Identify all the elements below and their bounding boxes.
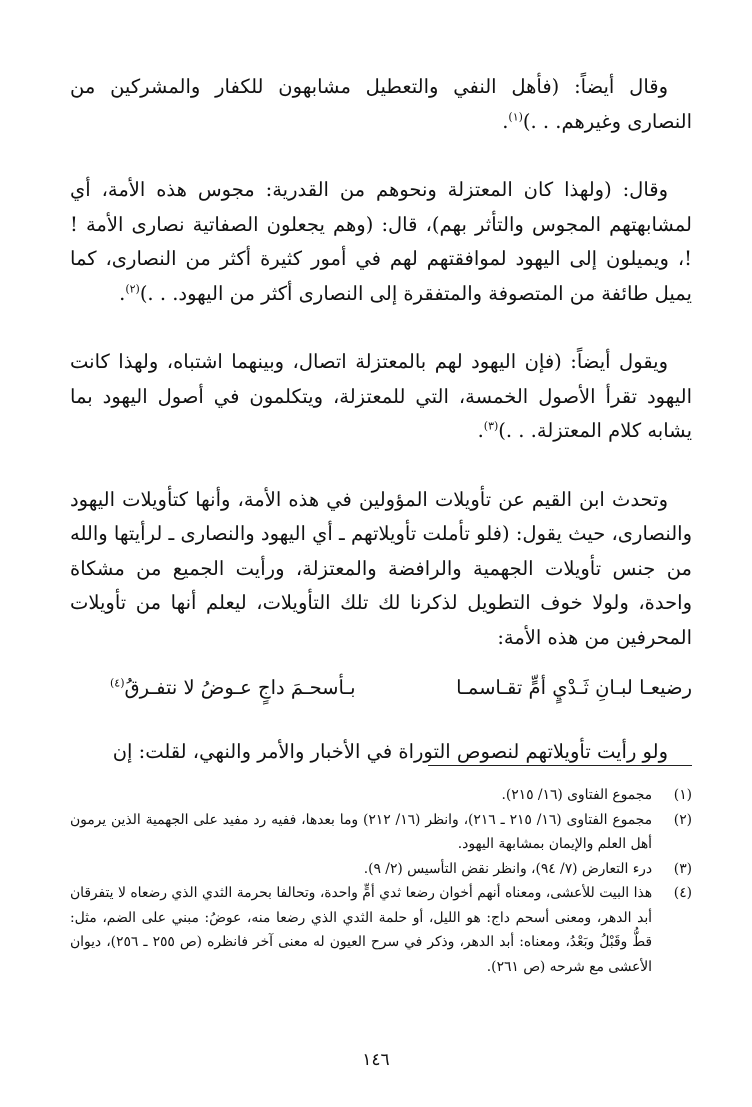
footnote-text: هذا البيت للأعشى، ومعناه أنهم أخوان رضعا ثدي أمٍّ واحدة، وتحالفا بحرمة الثدي الذي رضعاه لا يتفرقان أبد الدهر، ومعنى أسحم داج: هو الليل، أو حلمة الثدي الذي رضعا منه، عوضُ: مبني على الضم، مثل: قطُّ وقَبْلُ وبَعْدُ، ومعناه: أبد الدهر، وذكر في سرح العيون له معنى آخر فانظره (ص ٢٥٥ ـ ٢٥٦)، ديوان الأعشى مع شرحه (ص ٢٦١). <box>70 885 652 975</box>
paragraph-3-text: ويقول أيضاً: (فإن اليهود لهم بالمعتزلة اتصال، وبينهما اشتباه، ولهذا كانت اليهود تقرأ الأصول الخمسة، التي للمعتزلة، ويتكلمون في أصول اليهود بما يشابه كلام المعتزلة. . .) <box>70 350 692 442</box>
footnote-text: مجموع الفتاوى (١٦/ ٢١٥ ـ ٢١٦)، وانظر (١٦/ ٢١٢) وما بعدها، ففيه رد مفيد على الجهمية الذين يرمون أهل العلم والإيمان بمشابهة اليهود. <box>70 811 652 852</box>
paragraph-4-text: وتحدث ابن القيم عن تأويلات المؤولين في هذه الأمة، وأنها كتأويلات اليهود والنصارى، حيث يقول: (فلو تأملت تأويلاتهم ـ أي اليهود والنصارى ـ لرأيتها والله من جنس تأويلات الجهمية والرافضة والمعتزلة، ورأيت الجميع من مشكاة واحدة، ولولا خوف التطويل لذكرنا لك تلك التأويلات، ليعلم أنها من تأويلات المحرفين من هذه الأمة: <box>70 487 692 649</box>
poem-hemistich-1: رضيعـا لبـانِ ثَـدْيٍ أمٍّ تقـاسمـا <box>456 676 692 699</box>
footnote-2 <box>70 808 692 857</box>
footnote-text: درء التعارض (٧/ ٩٤)، وانظر نقض التأسيس (٢/ ٩). <box>363 860 652 877</box>
paragraph-4 <box>70 483 692 656</box>
paragraph-3-tail: . <box>477 419 484 442</box>
poem-verse <box>70 671 692 705</box>
paragraph-1-tail: . <box>502 109 509 133</box>
main-text <box>70 70 692 804</box>
paragraph-3 <box>70 345 692 449</box>
closing-paragraph: ولو رأيت تأويلاتهم لنصوص التوراة في الأخبار والأمر والنهي، لقلت: إن <box>112 740 668 763</box>
paragraph-2 <box>70 173 692 311</box>
footnote-number: (٣) <box>673 860 692 877</box>
footnote-ref-1[interactable]: (١) <box>508 110 523 123</box>
poem-hemistich-2-wrap <box>110 671 356 705</box>
footnote-number: (٤) <box>673 885 692 901</box>
footnote-number: (١) <box>673 787 692 803</box>
footnote-ref-3[interactable]: (٣) <box>483 419 499 433</box>
footnotes <box>70 783 692 979</box>
paragraph-1 <box>70 70 692 139</box>
footnote-text: مجموع الفتاوى (١٦/ ٢١٥). <box>501 787 652 803</box>
footnote-ref-2[interactable]: (٢) <box>125 282 140 295</box>
poem-hemistich-2: بـأسحـمَ داجٍ عـوضُ لا نتفـرقُ <box>124 676 356 699</box>
page-number: ١٤٦ <box>362 1050 390 1070</box>
paragraph-1-text: وقال أيضاً: (فأهل النفي والتعطيل مشابهون للكفار والمشركين من النصارى وغيرهم. . .) <box>70 75 692 133</box>
footnote-1 <box>70 783 692 808</box>
paragraph-2-text: وقال: (ولهذا كان المعتزلة ونحوهم من القدرية: مجوس هذه الأمة، أي لمشابهتهم المجوس والتأثر بهم)، قال: (وهم يجعلون الصفاتية نصارى الأمة ! !، ويميلون إلى اليهود لموافقتهم لهم في أمور كثيرة أكثر من النصارى، كما يميل طائفة من المتصوفة والمتفقرة إلى النصارى أكثر من اليهود. . .) <box>70 178 692 305</box>
paragraph-2-tail: . <box>119 281 126 305</box>
footnote-3 <box>70 857 692 882</box>
footnote-4 <box>70 881 692 979</box>
footnote-ref-4[interactable]: (٤) <box>110 676 125 690</box>
footnote-divider <box>428 765 692 766</box>
footnote-number: (٢) <box>673 811 692 828</box>
